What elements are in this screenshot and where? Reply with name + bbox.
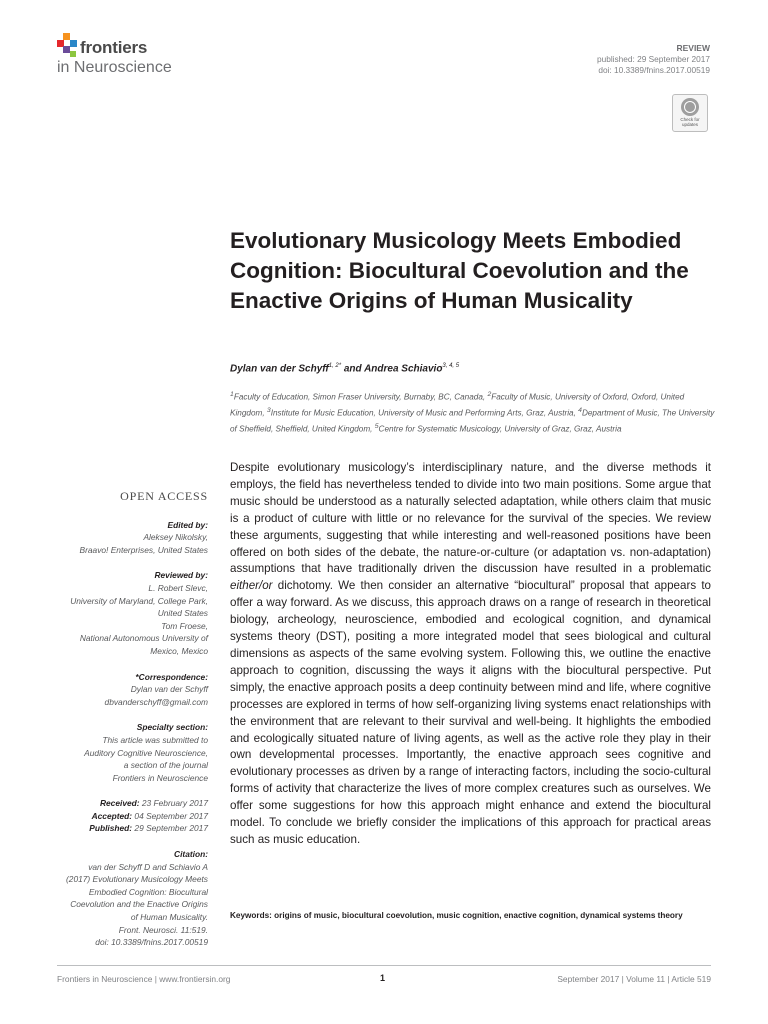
author-list: [230, 363, 459, 374]
author-affil-marker: 1, 2*: [328, 363, 342, 369]
affil-number: 2: [487, 391, 492, 398]
specialty-line: Auditory Cognitive Neuroscience,: [84, 747, 208, 758]
affil-text: Faculty of Education, Simon Fraser University, Burnaby, BC, Canada,: [233, 392, 488, 402]
section-heading: Specialty section:: [136, 722, 208, 733]
section-heading: Edited by:: [167, 519, 208, 530]
affil-text: Institute for Music Education, University of Music and Performing Arts, Graz, Austria,: [270, 408, 579, 418]
reviewer-name[interactable]: Tom Froese,: [161, 620, 208, 631]
author-affil-marker: 3, 4, 5: [442, 363, 460, 369]
affil-number: 1: [230, 391, 234, 398]
journal-name: in Neuroscience: [57, 59, 172, 76]
section-heading: Citation:: [174, 849, 208, 860]
accepted-date: Accepted: 04 September 2017: [91, 810, 208, 821]
reviewer-name[interactable]: L. Robert Slevc,: [148, 582, 208, 593]
correspondence-section: [58, 671, 208, 709]
correspondent-name: Dylan van der Schyff: [130, 684, 208, 695]
reviewer-affiliation: Mexico, Mexico: [150, 645, 208, 656]
affil-number: 3: [266, 407, 271, 415]
editor-name[interactable]: Aleksey Nikolsky,: [143, 532, 208, 543]
edited-by-section: [58, 519, 208, 557]
article-title: Evolutionary Musicology Meets Embodied Cognition: Biocultural Coevolution and the Enactive Origins of Human Musicality: [230, 228, 689, 313]
affil-number: 5: [374, 423, 379, 431]
check-for-updates-button[interactable]: [672, 94, 708, 132]
citation-line: Coevolution and the Enactive Origins: [70, 899, 208, 910]
author-separator: and: [341, 363, 365, 375]
citation-doi[interactable]: doi: 10.3389/fnins.2017.00519: [95, 937, 208, 948]
citation-line: Front. Neurosci. 11:519.: [118, 924, 208, 935]
published-date: Published: 29 September 2017: [89, 823, 208, 834]
footer-divider: [57, 965, 711, 966]
article-info-sidebar: [58, 490, 208, 962]
received-date: Received: 23 February 2017: [99, 798, 208, 809]
article-meta: [597, 43, 710, 76]
reviewer-affiliation: National Autonomous University of: [79, 633, 208, 644]
author-name[interactable]: Andrea Schiavio: [364, 363, 443, 375]
specialty-line: a section of the journal: [123, 760, 208, 771]
citation-line: van der Schyff D and Schiavio A: [88, 861, 208, 872]
abstract-emphasis: either/or: [230, 579, 273, 593]
dates-section: [58, 797, 208, 835]
article-type: REVIEW: [676, 43, 710, 53]
keywords: Keywords: origins of music, biocultural coevolution, music cognition, enactive cognition, dynamical systems theory: [230, 911, 683, 920]
footer-issue-info: September 2017 | Volume 11 | Article 519: [557, 974, 711, 984]
citation-section: [58, 848, 208, 949]
article-doi[interactable]: doi: 10.3389/fnins.2017.00519: [598, 65, 710, 75]
citation-line: of Human Musicality.: [130, 912, 208, 923]
check-updates-icon: [681, 98, 699, 116]
affil-text: Faculty of Music, University of Oxford, Oxford, United Kingdom,: [230, 392, 685, 418]
specialty-line: Frontiers in Neuroscience: [112, 772, 208, 783]
reviewer-affiliation: United States: [157, 608, 208, 619]
journal-brand: frontiers: [80, 38, 148, 57]
citation-line: Embodied Cognition: Biocultural: [88, 886, 208, 897]
section-heading: *Correspondence:: [135, 671, 208, 682]
affil-number: 4: [578, 407, 582, 415]
badge-label-line2: updates: [681, 122, 698, 127]
open-access-label: OPEN ACCESS: [120, 489, 208, 503]
abstract: [230, 460, 711, 849]
specialty-line: This article was submitted to: [102, 734, 208, 745]
footer-journal-link[interactable]: Frontiers in Neuroscience | www.frontiersin.org: [57, 974, 231, 984]
specialty-section: [58, 721, 208, 784]
editor-affiliation: Braavo! Enterprises, United States: [79, 544, 208, 555]
section-heading: Reviewed by:: [154, 570, 208, 581]
frontiers-logo-icon: [57, 33, 79, 59]
publication-date: published: 29 September 2017: [596, 54, 710, 64]
abstract-text: dichotomy. We then consider an alternative “biocultural” proposal that appears to offer a way forward. As we discuss, this approach draws on a range of research in theoretical biology, archeology, neuroscience, embodied and ecological cognition, and dynamical systems theory (DST), positing a more integrated model that sees biological and cultural dimensions as aspects of the same evolving system. Following this, we outline the enactive approach to cognition, discussing the ways it aligns with the biocultural perspective. Put simply, the enactive approach posits a deep continuity between mind and life, where cognitive processes are explored in terms of how self-organizing living systems enact relationships with the environment that are relevant to their survival and well-being. It highlights the embodied and ecologically situated nature of living agents, as well as the active role they play in their own developmental processes. Importantly, the enactive approach sees cognitive and evolutionary processes as driven by a range of interacting factors, including the socio-cultural forms of activity that characterize the lives of more complex creatures such as ourselves. We offer some suggestions for how this approach might enhance and extend the biocultural model. To conclude we briefly consider the implications of this approach for practical areas such as music education.: [230, 579, 711, 846]
author-name[interactable]: Dylan van der Schyff: [230, 363, 329, 375]
abstract-text: Despite evolutionary musicology’s interdisciplinary nature, and the diverse methods it employs, the field has nevertheless tended to divide into two main positions. Some argue that music should be understood as a naturally selected adaptation, while others claim that music is a product of culture with little or no relevance for the survival of the species. We review these arguments, suggesting that while interesting and well-reasoned positions have been offered on both sides of the debate, the nature-or-culture (or adaptation vs. non-adaptation) assumptions that have traditionally driven the discussion have resulted in a problematic: [230, 461, 711, 576]
reviewed-by-section: [58, 569, 208, 657]
badge-label-line1: Check for: [680, 117, 700, 122]
correspondent-email[interactable]: dbvanderschyff@gmail.com: [104, 696, 208, 707]
affiliations: [230, 388, 715, 436]
affil-text: Centre for Systematic Musicology, University of Graz, Graz, Austria: [378, 425, 622, 435]
citation-line: (2017) Evolutionary Musicology Meets: [66, 874, 208, 885]
reviewer-affiliation: University of Maryland, College Park,: [70, 595, 208, 606]
affil-text: Department of Music, The University of Sheffield, Sheffield, United Kingdom,: [230, 408, 715, 435]
page-number: 1: [380, 973, 386, 983]
